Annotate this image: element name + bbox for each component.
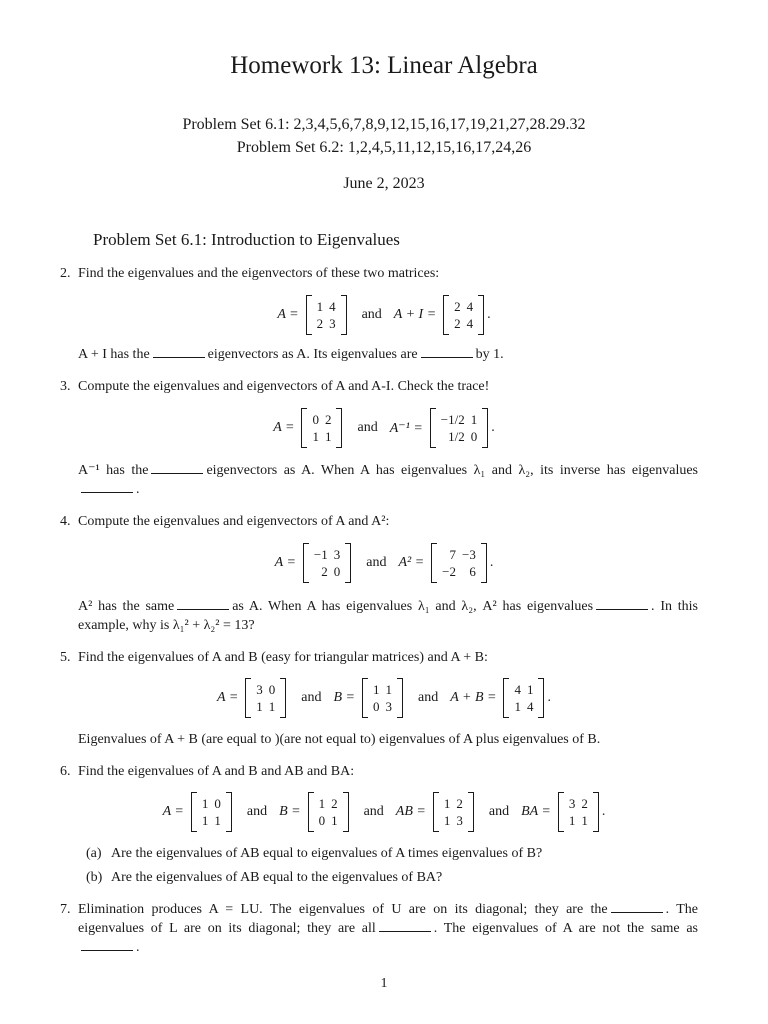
matrix-cell: 2 bbox=[456, 795, 463, 811]
matrix-a-plus-b bbox=[503, 678, 544, 718]
matrix-cell: 0 bbox=[373, 698, 380, 714]
answer-blank[interactable] bbox=[151, 472, 203, 474]
problem-number: 3. bbox=[60, 379, 71, 394]
matrix-cell: 1 bbox=[385, 681, 392, 697]
matrix-label: B = bbox=[333, 690, 355, 705]
section-heading: Problem Set 6.1: Introduction to Eigenvalues bbox=[93, 230, 400, 249]
problem-prompt: Compute the eigenvalues and eigenvectors of A and A-I. Check the trace! bbox=[78, 379, 490, 394]
matrix-cell: 4 bbox=[514, 681, 521, 697]
matrix-cell: −1 bbox=[313, 546, 328, 562]
fill-text: by 1. bbox=[475, 347, 504, 362]
matrix-label: A = bbox=[277, 307, 299, 322]
matrix-label: BA = bbox=[521, 804, 551, 819]
problem-2-fill-in bbox=[78, 345, 698, 364]
problem-number: 7. bbox=[60, 902, 71, 917]
matrix-cell: 6 bbox=[469, 563, 476, 579]
matrix-cell: 2 bbox=[454, 298, 461, 314]
matrix-a bbox=[191, 792, 232, 832]
fill-text: A + I has the bbox=[78, 347, 150, 362]
fill-text: . The eigenvalues of L are on its diagonal; they are all bbox=[78, 902, 699, 936]
matrix-cell: 1 bbox=[331, 812, 338, 828]
matrix-cell: 2 bbox=[321, 563, 328, 579]
and-text: and bbox=[301, 690, 322, 705]
matrix-cell: 3 bbox=[256, 681, 263, 697]
and-text: and bbox=[488, 804, 510, 819]
matrix-a-plus-i bbox=[443, 295, 484, 335]
problem-6-equation bbox=[0, 792, 768, 832]
answer-blank[interactable] bbox=[379, 930, 431, 932]
matrix-cell: 2 bbox=[581, 795, 588, 811]
matrix-cell: 3 bbox=[333, 546, 341, 562]
problem-5-equation bbox=[0, 678, 768, 718]
equation-period: . bbox=[487, 307, 491, 322]
matrix-cell: 1 bbox=[443, 812, 451, 828]
and-text: and bbox=[366, 555, 387, 570]
problem-set-6-2-list: Problem Set 6.2: 1,2,4,5,11,12,15,16,17,24,26 bbox=[236, 139, 532, 156]
fill-text: . The eigenvalues of A are not the same as bbox=[433, 921, 698, 936]
answer-blank[interactable] bbox=[81, 491, 133, 493]
matrix-a-squared bbox=[431, 543, 487, 583]
matrix-cell: 1 bbox=[470, 411, 478, 427]
matrix-cell: 1/2 bbox=[448, 428, 465, 444]
matrix-cell: 1 bbox=[514, 698, 521, 714]
problem-set-6-1-list: Problem Set 6.1: 2,3,4,5,6,7,8,9,12,15,16,17,19,21,27,28.29.32 bbox=[182, 116, 586, 133]
answer-blank[interactable] bbox=[177, 608, 229, 610]
equation-period: . bbox=[491, 420, 495, 435]
matrix-cell: −2 bbox=[442, 563, 456, 579]
problem-prompt: Compute the eigenvalues and eigenvectors of A and A²: bbox=[78, 514, 390, 529]
matrix-cell: 3 bbox=[568, 795, 576, 811]
matrix-a bbox=[301, 408, 342, 448]
matrix-cell: −3 bbox=[462, 546, 476, 562]
answer-blank[interactable] bbox=[153, 356, 205, 358]
matrix-a bbox=[303, 543, 351, 583]
problem-4-fill-in bbox=[78, 597, 698, 635]
problem-prompt: Find the eigenvalues and the eigenvectors of these two matrices: bbox=[78, 266, 440, 281]
and-text: and bbox=[363, 804, 384, 819]
matrix-cell: 4 bbox=[466, 298, 474, 314]
fill-text: A⁻¹ has the bbox=[78, 463, 149, 478]
matrix-cell: 1 bbox=[443, 795, 451, 811]
problem-number: 2. bbox=[60, 266, 71, 281]
fill-text: Elimination produces A = LU. The eigenvalues of U are on its diagonal; they are the bbox=[78, 902, 608, 917]
matrix-cell: 1 bbox=[312, 428, 319, 444]
matrix-cell: 1 bbox=[214, 812, 221, 828]
matrix-a bbox=[245, 678, 286, 718]
matrix-cell: 0 bbox=[214, 795, 221, 811]
matrix-cell: 1 bbox=[268, 698, 276, 714]
matrix-cell: 1 bbox=[324, 428, 332, 444]
problem-text bbox=[78, 900, 698, 957]
answer-blank[interactable] bbox=[611, 911, 663, 913]
problem-3-fill-in bbox=[78, 461, 698, 499]
matrix-cell: 2 bbox=[316, 315, 324, 331]
fill-text: . In this example, why is λ₁² + λ₂² = 13? bbox=[78, 599, 699, 633]
fill-text: A² has the same bbox=[78, 599, 175, 614]
and-text: and bbox=[357, 420, 378, 435]
matrix-cell: 0 bbox=[470, 428, 478, 444]
matrix-cell: 0 bbox=[312, 411, 319, 427]
matrix-cell: 2 bbox=[324, 411, 332, 427]
equation-period: . bbox=[601, 804, 606, 819]
matrix-cell: 0 bbox=[333, 563, 341, 579]
problem-prompt: Find the eigenvalues of A and B (easy for triangular matrices) and A + B: bbox=[78, 650, 488, 665]
matrix-label: A = bbox=[274, 555, 296, 570]
matrix-label: A⁻¹ = bbox=[389, 420, 423, 436]
matrix-label: A + I = bbox=[393, 307, 437, 322]
and-text: and bbox=[418, 690, 439, 705]
equation-period: . bbox=[547, 690, 551, 705]
matrix-label: A = bbox=[273, 420, 295, 435]
matrix-cell: −1/2 bbox=[440, 411, 465, 427]
matrix-cell: 0 bbox=[318, 812, 326, 828]
document-title: Homework 13: Linear Algebra bbox=[230, 52, 538, 79]
matrix-cell: 3 bbox=[329, 315, 336, 331]
part-text: Are the eigenvalues of AB equal to the eigenvalues of BA? bbox=[111, 870, 443, 885]
matrix-label: A² = bbox=[398, 555, 425, 570]
matrix-cell: 1 bbox=[318, 795, 326, 811]
matrix-cell: 3 bbox=[385, 698, 392, 714]
matrix-ab bbox=[433, 792, 474, 832]
matrix-cell: 0 bbox=[268, 681, 276, 697]
problem-number: 5. bbox=[60, 650, 71, 665]
matrix-ba bbox=[558, 792, 599, 832]
fill-text: as A. When A has eigenvalues λ₁ and λ₂, A² has eigenvalues bbox=[232, 599, 594, 614]
matrix-cell: 4 bbox=[329, 298, 336, 314]
problem-prompt: Find the eigenvalues of A and B and AB and BA: bbox=[78, 764, 355, 779]
fill-text: . bbox=[136, 482, 140, 497]
problem-2-equation bbox=[0, 295, 768, 335]
matrix-a-inverse bbox=[430, 408, 488, 448]
matrix-label: A = bbox=[162, 804, 184, 819]
page-number: 1 bbox=[380, 976, 388, 991]
answer-blank[interactable] bbox=[596, 608, 648, 610]
matrix-cell: 1 bbox=[373, 681, 380, 697]
matrix-a bbox=[306, 295, 347, 335]
matrix-cell: 3 bbox=[456, 812, 463, 828]
matrix-b bbox=[362, 678, 403, 718]
answer-blank[interactable] bbox=[421, 356, 473, 358]
matrix-cell: 2 bbox=[454, 315, 461, 331]
matrix-label: B = bbox=[279, 804, 301, 819]
fill-text: eigenvectors as A. When A has eigenvalues λ₁ and λ₂, its inverse has eigenvalues bbox=[206, 463, 699, 478]
matrix-cell: 1 bbox=[316, 298, 324, 314]
matrix-cell: 1 bbox=[568, 812, 576, 828]
problem-5-note: Eigenvalues of A + B (are equal to )(are not equal to) eigenvalues of A plus eigenvalues of B. bbox=[78, 732, 601, 747]
problem-number: 4. bbox=[60, 514, 71, 529]
matrix-cell: 4 bbox=[466, 315, 474, 331]
fill-text: . bbox=[136, 940, 140, 955]
matrix-cell: 2 bbox=[331, 795, 338, 811]
part-label: (b) bbox=[86, 870, 103, 885]
fill-text: eigenvectors as A. Its eigenvalues are bbox=[207, 347, 418, 362]
and-text: and bbox=[246, 804, 268, 819]
part-label: (a) bbox=[86, 846, 102, 861]
problem-4-equation bbox=[0, 543, 768, 583]
and-text: and bbox=[361, 307, 382, 322]
answer-blank[interactable] bbox=[81, 949, 133, 951]
matrix-cell: 1 bbox=[256, 698, 263, 714]
problem-3-equation bbox=[0, 408, 768, 448]
document-date: June 2, 2023 bbox=[343, 175, 425, 192]
matrix-cell: 1 bbox=[526, 681, 534, 697]
matrix-cell: 1 bbox=[201, 812, 209, 828]
matrix-b bbox=[308, 792, 349, 832]
matrix-label: AB = bbox=[395, 804, 426, 819]
matrix-cell: 4 bbox=[526, 698, 534, 714]
part-text: Are the eigenvalues of AB equal to eigenvalues of A times eigenvalues of B? bbox=[111, 846, 543, 861]
equation-period: . bbox=[489, 555, 494, 570]
matrix-cell: 1 bbox=[201, 795, 209, 811]
matrix-cell: 1 bbox=[581, 812, 588, 828]
matrix-label: A + B = bbox=[450, 690, 497, 705]
problem-number: 6. bbox=[60, 764, 71, 779]
matrix-cell: 7 bbox=[449, 546, 456, 562]
matrix-label: A = bbox=[217, 690, 239, 705]
